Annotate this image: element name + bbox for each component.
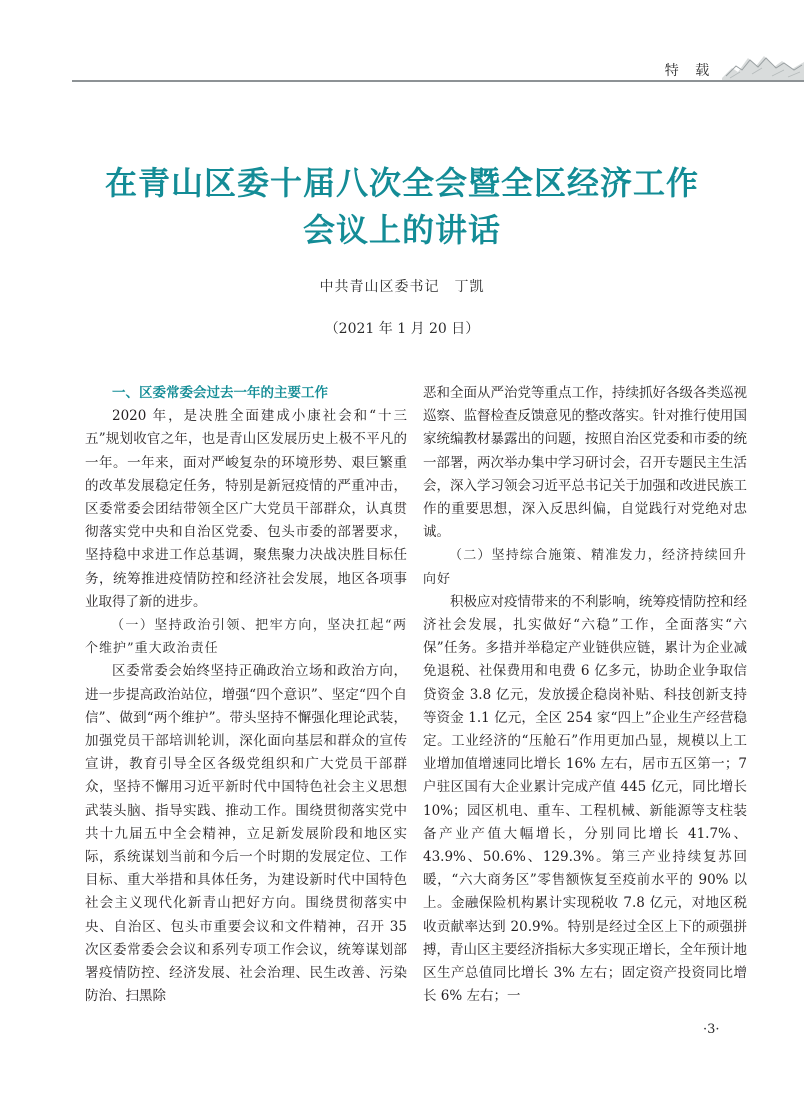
paragraph: 2020 年，是决胜全面建成小康社会和“十三五”规划收官之年，也是青山区发展历史上极不平凡的一年。一年来，面对严峻复杂的环境形势、艰巨繁重的改革发展稳定任务，特别是新冠疫情的严重冲击，区委常委会团结带领全区广大党员干部群众，认真贯彻落实党中央和自治区党委、包头市委的部署要求，坚持稳中求进工作总基调，聚焦聚力决战决胜目标任务，统筹推进疫情防控和经济社会发展，地区各项事业取得了新的进步。	[85, 408, 407, 610]
paragraph: 积极应对疫情带来的不利影响，统筹疫情防控和经济社会发展，扎实做好“六稳”工作，全面落实“六保”任务。多措并举稳定产业链供应链，累计为企业减免退税、社保费用和电费 6 亿多元，协助企业争取信贷资金 3.8 亿元，发放援企稳岗补贴、科技创新支持等资金 1.1 亿元，全区 254 家“四上”企业生产经营稳定。工业经济的“压舱石”作用更加凸显，规模以上工业增加值增速同比增长 16% 左右，居市五区第一；7 户驻区国有大企业累计完成产值 445 亿元，同比增长 10%；园区机电、重车、工程机械、新能源等支柱装备产业产值大幅增长，分别同比增长 41.7%、43.9%、50.6%、129.3%。第三产业持续复苏回暖，“六大商务区”零售额恢复至疫前水平的 90% 以上。金融保险机构累计实现税收 7.8 亿元，对地区税收贡献率达到 20.9%。特别是经过全区上下的顽强拼搏，青山区主要经济指标大多实现正增长，全年预计地区生产总值同比增长 3% 左右；固定资产投资同比增长 6% 左右；一	[423, 593, 747, 1005]
author-byline: 中共青山区委书记 丁凯	[319, 279, 485, 295]
page-number: ·3·	[703, 1022, 720, 1037]
section-heading-1: 一、区委常委会过去一年的主要工作	[112, 385, 328, 401]
left-column	[85, 382, 407, 1008]
speech-date: （2021 年 1 月 20 日）	[324, 321, 480, 337]
paragraph-continued: 恶和全面从严治党等重点工作，持续抓好各级各类巡视巡察、监督检查反馈意见的整改落实。针对推行使用国家统编教材暴露出的问题，按照自治区党委和市委的统一部署，两次举办集中学习研讨会，召开专题民主生活会，深入学习领会习近平总书记关于加强和改进民族工作的重要思想，深入反思纠偏，自觉践行对党绝对忠诚。	[423, 385, 747, 541]
subsection-heading-1: （一）坚持政治引领、把牢方向，坚决扛起“两个维护”重大政治责任	[85, 618, 407, 657]
header-rule	[72, 80, 804, 82]
right-column	[423, 382, 747, 1008]
subsection-heading-2: （二）坚持综合施策、精准发力，经济持续回升向好	[423, 548, 747, 587]
section-tag: 特 载	[664, 63, 716, 79]
mountain-landscape-icon	[722, 50, 804, 80]
paragraph: 区委常委会始终坚持正确政治立场和政治方向，进一步提高政治站位，增强“四个意识”、坚定“四个自信”、做到“两个维护”。带头坚持不懈强化理论武装，加强党员干部培训轮训，深化面向基层和群众的宣传宣讲，教育引导全区各级党组织和广大党员干部群众，坚持不懈用习近平新时代中国特色社会主义思想武装头脑、指导实践、推动工作。围绕贯彻落实党中共十九届五中全会精神，立足新发展阶段和地区实际，系统谋划当前和今后一个时期的发展定位、工作目标、重大举措和具体任务，为建设新时代中国特色社会主义现代化新青山把好方向。围绕贯彻落实中央、自治区、包头市重要会议和文件精神，召开 35 次区委常委会会议和系列专项工作会议，统筹谋划部署疫情防控、经济发展、社会治理、民生改善、污染防治、扫黑除	[85, 663, 407, 1005]
article-title-line-1: 在青山区委十届八次全会暨全区经济工作	[104, 164, 699, 202]
article-title-line-2: 会议上的讲话	[302, 211, 501, 249]
